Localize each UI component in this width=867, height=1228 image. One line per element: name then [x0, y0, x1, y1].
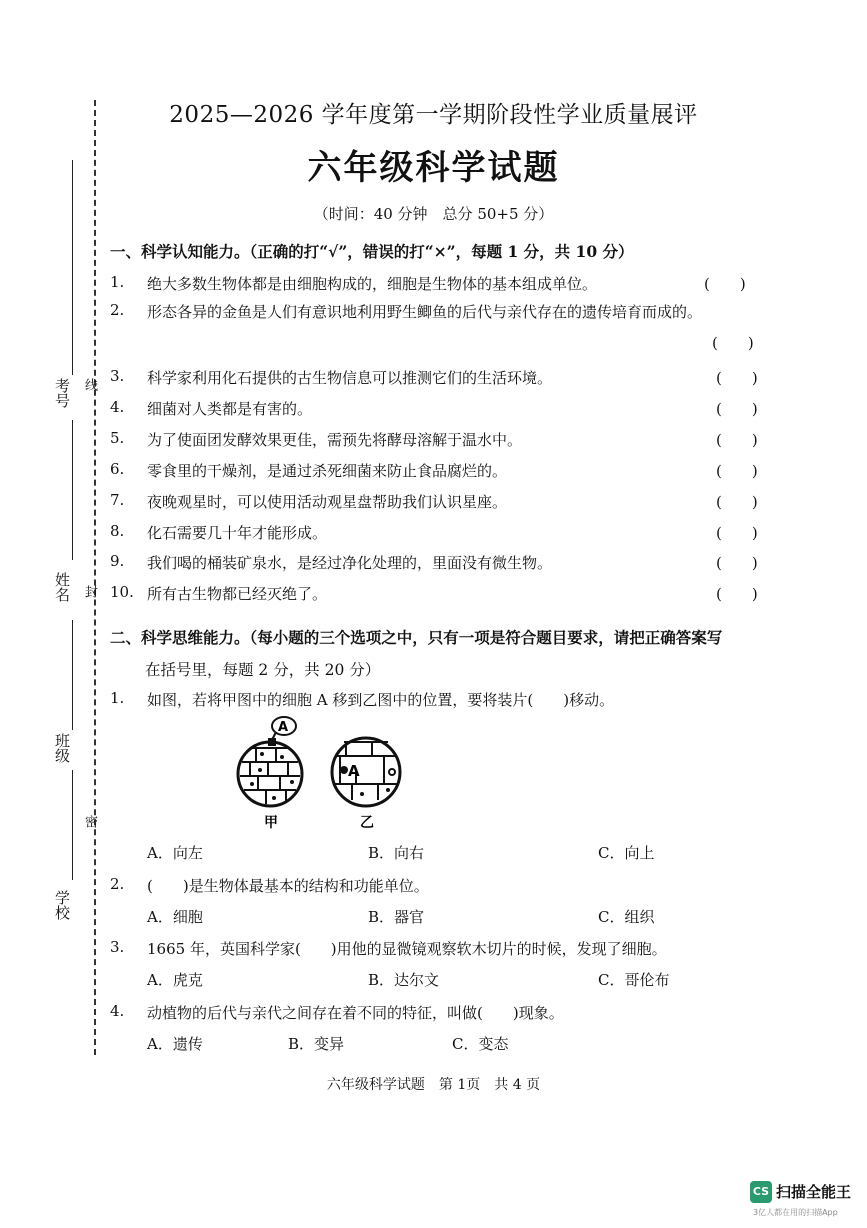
s1-q8-text: 化石需要几十年才能形成。: [147, 524, 328, 542]
fig-caption-jia: 甲: [264, 815, 278, 831]
s1-q2-answer[interactable]: ( ): [712, 334, 754, 352]
section1-heading: 一、科学认知能力。（正确的打“√”，错误的打“×”，每题 1 分，共 10 分）: [110, 242, 634, 261]
s2-q1-option-b[interactable]: B．向右: [368, 844, 425, 862]
microscope-view-yi: [332, 738, 400, 806]
s1-q1-num: 1.: [110, 273, 125, 291]
seal-secret-char: 密: [82, 815, 97, 828]
camscanner-badge: [750, 1177, 860, 1223]
s2-q4-option-b[interactable]: B．变异: [288, 1035, 345, 1053]
fig-caption-yi: 乙: [360, 815, 374, 831]
s1-q9-num: 9.: [110, 552, 125, 570]
s1-q6-answer[interactable]: ( ): [716, 462, 758, 480]
s1-q6-num: 6.: [110, 460, 125, 478]
s1-q9-answer[interactable]: ( ): [716, 554, 758, 572]
s2-q3-text: 1665 年，英国科学家( )用他的显微镜观察软木切片的时候，发现了细胞。: [147, 940, 667, 958]
s2-q3-option-b[interactable]: B．达尔文: [368, 971, 440, 989]
s1-q8-answer[interactable]: ( ): [716, 524, 758, 542]
s2-q3-option-a[interactable]: A．虎克: [147, 971, 203, 989]
s1-q7-num: 7.: [110, 491, 125, 509]
s1-q2-num: 2.: [110, 301, 125, 319]
s1-q7-answer[interactable]: ( ): [716, 493, 758, 511]
microscope-view-jia: [238, 717, 302, 806]
class-label: 班级: [53, 733, 71, 763]
s2-q4-text: 动植物的后代与亲代之间存在着不同的特征，叫做( )现象。: [147, 1004, 564, 1022]
s1-q5-answer[interactable]: ( ): [716, 431, 758, 449]
s1-q4-num: 4.: [110, 398, 125, 416]
s1-q10-answer[interactable]: ( ): [716, 585, 758, 603]
exam-info: （时间：40 分钟 总分 50+5 分）: [313, 205, 554, 223]
s1-q5-text: 为了使面团发酵效果更佳，需预先将酵母溶解于温水中。: [147, 431, 523, 449]
s2-q3-option-c[interactable]: C．哥伦布: [598, 971, 670, 989]
s2-q4-num: 4.: [110, 1002, 125, 1020]
s1-q4-text: 细菌对人类都是有害的。: [147, 400, 313, 418]
fig-label-a-yi: A: [348, 762, 360, 780]
camscanner-tagline: 3亿人都在用的扫描App: [753, 1208, 838, 1217]
microscope-figure: [232, 712, 412, 832]
s2-q2-option-a[interactable]: A．细胞: [147, 908, 203, 926]
s1-q8-num: 8.: [110, 522, 125, 540]
s1-q4-answer[interactable]: ( ): [716, 400, 758, 418]
s2-q4-option-c[interactable]: C．变态: [452, 1035, 509, 1053]
s1-q5-num: 5.: [110, 429, 125, 447]
school-line: [72, 770, 73, 880]
s1-q9-text: 我们喝的桶装矿泉水，是经过净化处理的，里面没有微生物。: [147, 554, 553, 572]
name-label: 姓名: [53, 572, 71, 602]
seal-line-char: 线: [82, 378, 97, 391]
s2-q1-text: 如图，若将甲图中的细胞 A 移到乙图中的位置，要将装片( )移动。: [147, 691, 615, 709]
seal-seal-char: 封: [82, 585, 97, 598]
subject-title: 六年级科学试题: [307, 148, 560, 188]
s2-q1-num: 1.: [110, 689, 125, 707]
s2-q2-text: ( )是生物体最基本的结构和功能单位。: [147, 877, 429, 895]
camscanner-logo-icon: CS: [750, 1181, 772, 1203]
s2-q2-num: 2.: [110, 875, 125, 893]
school-label: 学校: [53, 890, 71, 920]
s1-q2-text: 形态各异的金鱼是人们有意识地利用野生鲫鱼的后代与亲代存在的遗传培育而成的。: [147, 303, 703, 321]
camscanner-name: 扫描全能王: [776, 1183, 852, 1201]
s1-q10-num: 10.: [110, 583, 134, 601]
class-line: [72, 620, 73, 730]
s2-q2-option-b[interactable]: B．器官: [368, 908, 425, 926]
fig-label-a-jia: A: [278, 720, 289, 735]
s1-q1-answer[interactable]: ( ): [704, 275, 746, 293]
s1-q3-text: 科学家利用化石提供的古生物信息可以推测它们的生活环境。: [147, 369, 553, 387]
s2-q4-option-a[interactable]: A．遗传: [147, 1035, 203, 1053]
s2-q2-option-c[interactable]: C．组织: [598, 908, 655, 926]
section2-heading-line2: 在括号里，每题 2 分，共 20 分）: [145, 661, 381, 679]
exam-no-line: [72, 160, 73, 375]
s1-q7-text: 夜晚观星时，可以使用活动观星盘帮助我们认识星座。: [147, 493, 508, 511]
s2-q1-option-a[interactable]: A．向左: [147, 844, 203, 862]
name-line: [72, 420, 73, 560]
s1-q6-text: 零食里的干燥剂，是通过杀死细菌来防止食品腐烂的。: [147, 462, 508, 480]
s1-q3-num: 3.: [110, 367, 125, 385]
page-footer: 六年级科学试题 第 1页 共 4 页: [326, 1077, 541, 1093]
exam-title: 2025—2026 学年度第一学期阶段性学业质量展评: [169, 102, 698, 128]
s1-q1-text: 绝大多数生物体都是由细胞构成的，细胞是生物体的基本组成单位。: [147, 275, 598, 293]
section2-heading-line1: 二、科学思维能力。（每小题的三个选项之中，只有一项是符合题目要求，请把正确答案写: [110, 628, 723, 647]
binding-dashed-line: [94, 100, 96, 1055]
s1-q3-answer[interactable]: ( ): [716, 369, 758, 387]
s2-q1-option-c[interactable]: C．向上: [598, 844, 655, 862]
s2-q3-num: 3.: [110, 938, 125, 956]
s1-q10-text: 所有古生物都已经灭绝了。: [147, 585, 328, 603]
exam-no-label: 考号: [53, 378, 71, 408]
